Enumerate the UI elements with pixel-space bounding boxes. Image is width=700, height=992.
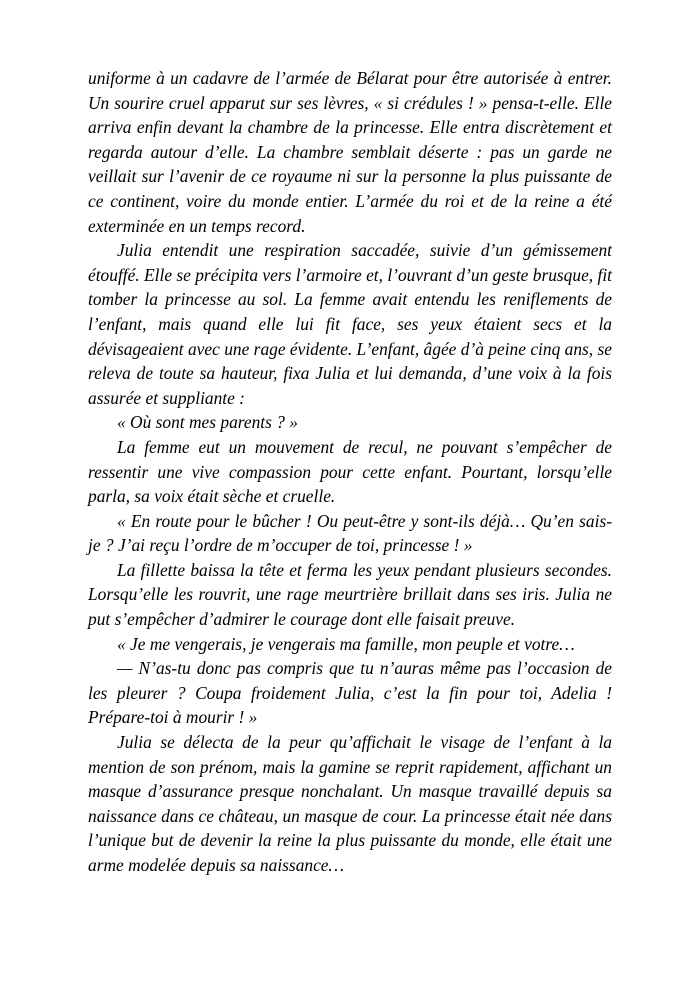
paragraph-2: Julia entendit une respiration saccadée, suivie d’un gémissement étouffé. Elle se précipita vers l’armoire et, l’ouvrant d’un geste brusque, fit tomber la princesse au sol. La femme avait entendu les reniflements de l’enfant, mais quand elle lui fit face, ses yeux étaient secs et la dévisageaient avec une rage évidente. L’enfant, âgée d’à peine cinq ans, se releva de toute sa hauteur, fixa Julia et lui demanda, d’une voix à la fois assurée et suppliante : (88, 240, 612, 408)
paragraph-3: « Où sont mes parents ? » (117, 412, 298, 433)
paragraph-1: uniforme à un cadavre de l’armée de Bélarat pour être autorisée à entrer. Un sourire cruel apparut sur ses lèvres, « si crédules ! » pensa-t-elle. Elle arriva enfin devant la chambre de la princesse. Elle entra discrètement et regarda autour d’elle. La chambre semblait déserte : pas un garde ne veillait sur l’avenir de ce royaume ni sur la personne la plus puissante de ce continent, voire du monde entier. L’armée du roi et de la reine a été exterminée en un temps record. (88, 68, 612, 236)
paragraph-4: La femme eut un mouvement de recul, ne pouvant s’empêcher de ressentir une vive compassion pour cette enfant. Pourtant, lorsqu’elle parla, sa voix était sèche et cruelle. (88, 436, 612, 507)
paragraph-5: « En route pour le bûcher ! Ou peut-être y sont-ils déjà… Qu’en sais-je ? J’ai reçu l’ordre de m’occuper de toi, princesse ! » (88, 510, 612, 556)
paragraph-6: La fillette baissa la tête et ferma les yeux pendant plusieurs secondes. Lorsqu’elle les rouvrit, une rage meurtrière brillait dans ses iris. Julia ne put s’empêcher d’admirer le courage dont elle faisait preuve. (88, 559, 612, 630)
paragraph-9: Julia se délecta de la peur qu’affichait le visage de l’enfant à la mention de son prénom, mais la gamine se reprit rapidement, affichant un masque d’assurance presque nonchalant. Un masque travaillé depuis sa naissance dans ce château, un masque de cour. La princesse était née dans l’unique but de devenir la reine la plus puissante du monde, elle était une arme modelée depuis sa naissance… (88, 732, 612, 875)
paragraph-7: « Je me vengerais, je vengerais ma famille, mon peuple et votre… (117, 633, 575, 654)
book-page-text (88, 66, 612, 878)
paragraph-8: — N’as-tu donc pas compris que tu n’auras même pas l’occasion de les pleurer ? Coupa froidement Julia, c’est la fin pour toi, Adelia ! Prépare-toi à mourir ! » (88, 658, 612, 728)
